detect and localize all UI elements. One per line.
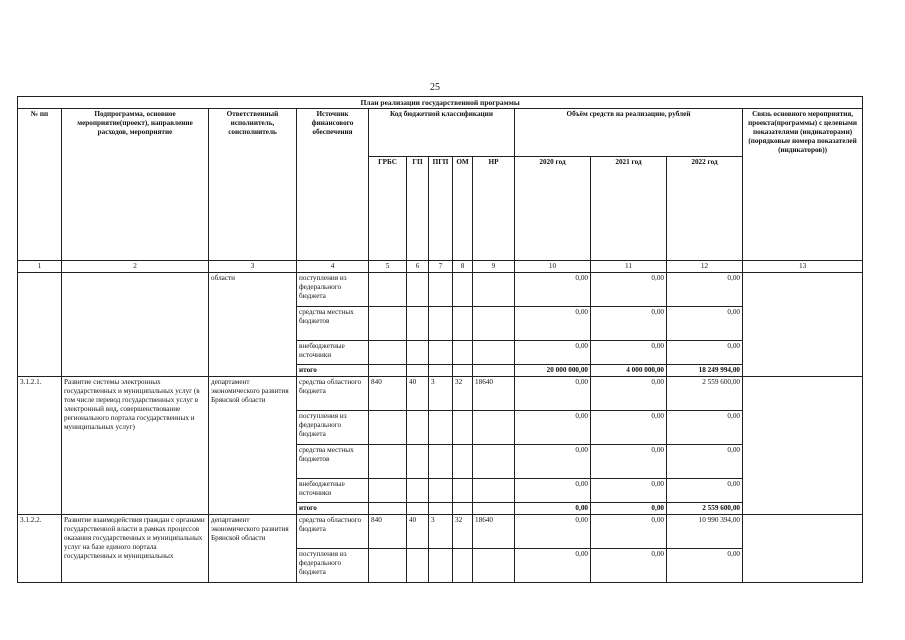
header-subprogram: Подпрограмма, основное мероприятие(проект), направление расходов, мероприятие: [62, 109, 209, 261]
cell-grbs: 840: [369, 515, 407, 549]
column-number: 10: [515, 261, 591, 273]
cell-num: [18, 273, 62, 377]
cell-link: [743, 273, 863, 377]
column-number: 12: [667, 261, 743, 273]
header-nr: НР: [473, 157, 515, 261]
cell-total-label: итого: [297, 503, 369, 515]
page-number: 25: [430, 82, 440, 93]
header-funds: Объём средств на реализацию, рублей: [515, 109, 743, 157]
cell-2021: 0,00: [591, 515, 667, 549]
cell-2022: 0,00: [667, 479, 743, 503]
cell-2022: 0,00: [667, 549, 743, 583]
cell-source: средства областного бюджета: [297, 377, 369, 411]
cell-source: поступления из федерального бюджета: [297, 411, 369, 445]
cell-2022: 10 990 394,00: [667, 515, 743, 549]
cell-2020: 0,00: [515, 377, 591, 411]
cell-2020: 0,00: [515, 515, 591, 549]
cell-num: 3.1.2.2.: [18, 515, 62, 583]
cell-2022: 0,00: [667, 341, 743, 365]
cell-total-2020: 20 000 000,00: [515, 365, 591, 377]
cell-2022: 2 559 600,00: [667, 377, 743, 411]
table-title: План реализации государственной программы: [18, 97, 863, 109]
cell-2021: 0,00: [591, 411, 667, 445]
column-number: 7: [429, 261, 453, 273]
table-row: [18, 515, 863, 549]
column-number-row: [18, 261, 863, 273]
cell-source: внебюджетные источники: [297, 479, 369, 503]
cell-name: [62, 273, 209, 377]
header-num: № пп: [18, 109, 62, 261]
cell-total-label: итого: [297, 365, 369, 377]
cell-2020: 0,00: [515, 273, 591, 307]
header-gp: ГП: [407, 157, 429, 261]
cell-responsible: департамент экономического развития Брянской области: [209, 515, 297, 583]
header-pgp: ПГП: [429, 157, 453, 261]
cell-2020: 0,00: [515, 445, 591, 479]
cell-total-2022: 2 559 600,00: [667, 503, 743, 515]
cell-source: внебюджетные источники: [297, 341, 369, 365]
page-bottom-margin: [0, 593, 905, 640]
header-link: Связь основного мероприятия, проекта(программы) с целевыми показателями (индикаторами) (порядковые номера показателей (индикаторов)): [743, 109, 863, 261]
cell-source: поступления из федерального бюджета: [297, 549, 369, 583]
header-grbs: ГРБС: [369, 157, 407, 261]
cell-pgp: 3: [429, 515, 453, 549]
cell-name: Развитие взаимодействия граждан с органами государственной власти в рамках процессов оказания государственных и муниципальных услуг на базе единого портала государственных и муниципальных: [62, 515, 209, 583]
column-number: 5: [369, 261, 407, 273]
column-number: 6: [407, 261, 429, 273]
column-number: 3: [209, 261, 297, 273]
header-2021: 2021 год: [591, 157, 667, 261]
header-source: Источник финансового обеспечения: [297, 109, 369, 261]
cell-2022: 0,00: [667, 273, 743, 307]
cell-total-2021: 0,00: [591, 503, 667, 515]
cell-responsible: области: [209, 273, 297, 377]
cell-2021: 0,00: [591, 377, 667, 411]
cell-link: [743, 515, 863, 583]
cell-2021: 0,00: [591, 549, 667, 583]
cell-source: средства местных бюджетов: [297, 445, 369, 479]
cell-2020: 0,00: [515, 411, 591, 445]
header-om: ОМ: [453, 157, 473, 261]
cell-nr: 18640: [473, 377, 515, 411]
cell-grbs: 840: [369, 377, 407, 411]
cell-responsible: департамент экономического развития Брянской области: [209, 377, 297, 515]
cell-source: средства местных бюджетов: [297, 307, 369, 341]
column-number: 8: [453, 261, 473, 273]
column-number: 1: [18, 261, 62, 273]
cell-2022: 0,00: [667, 307, 743, 341]
header-budget-class: Код бюджетной классификации: [369, 109, 515, 157]
column-number: 11: [591, 261, 667, 273]
column-number: 2: [62, 261, 209, 273]
cell-gp: 40: [407, 515, 429, 549]
cell-num: 3.1.2.1.: [18, 377, 62, 515]
header-2020: 2020 год: [515, 157, 591, 261]
column-number: 9: [473, 261, 515, 273]
cell-nr: 18640: [473, 515, 515, 549]
cell-2021: 0,00: [591, 479, 667, 503]
header-responsible: Ответственный исполнитель, соисполнитель: [209, 109, 297, 261]
column-number: 4: [297, 261, 369, 273]
cell-gp: 40: [407, 377, 429, 411]
cell-2020: 0,00: [515, 549, 591, 583]
cell-total-2022: 18 249 994,00: [667, 365, 743, 377]
column-number: 13: [743, 261, 863, 273]
cell-2021: 0,00: [591, 341, 667, 365]
header-2022: 2022 год: [667, 157, 743, 261]
cell-source: поступления из федерального бюджета: [297, 273, 369, 307]
cell-2022: 0,00: [667, 445, 743, 479]
cell-2021: 0,00: [591, 307, 667, 341]
cell-pgp: 3: [429, 377, 453, 411]
cell-total-2020: 0,00: [515, 503, 591, 515]
cell-om: 32: [453, 515, 473, 549]
cell-link: [743, 377, 863, 515]
cell-2021: 0,00: [591, 445, 667, 479]
cell-om: 32: [453, 377, 473, 411]
program-plan-table: [17, 96, 863, 583]
cell-source: средства областного бюджета: [297, 515, 369, 549]
cell-2022: 0,00: [667, 411, 743, 445]
cell-2020: 0,00: [515, 341, 591, 365]
cell-2021: 0,00: [591, 273, 667, 307]
table-row: [18, 273, 863, 307]
cell-2020: 0,00: [515, 307, 591, 341]
cell-total-2021: 4 000 000,00: [591, 365, 667, 377]
table-row: [18, 377, 863, 411]
cell-2020: 0,00: [515, 479, 591, 503]
cell-name: Развитие системы электронных государственных и муниципальных услуг (в том числе перевод государственных услуг в электронный вид, совершенствование регионального портала государственных и муниципальных услуг): [62, 377, 209, 515]
